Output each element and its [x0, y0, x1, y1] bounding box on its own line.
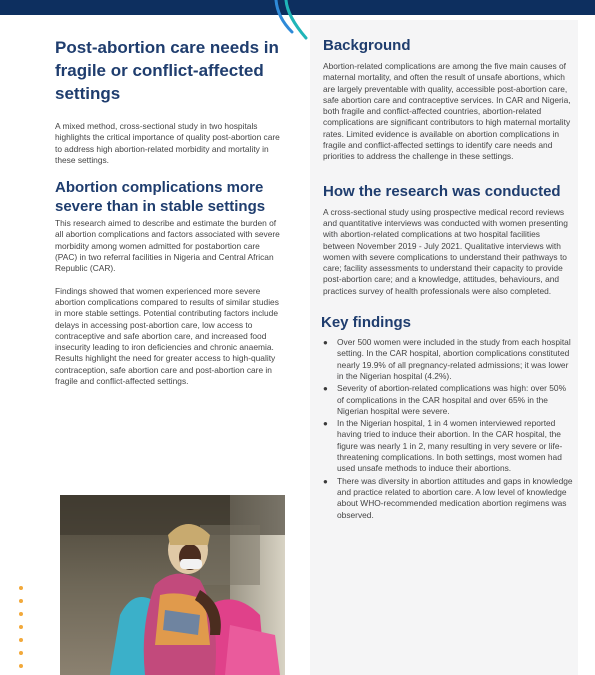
list-item: ● There was diversity in abortion attitudes and gaps in knowledge and practice related to abortion care. A low level of knowledge about WHO-recommended medication abortion regimens was observed. — [323, 475, 573, 520]
left-column — [55, 36, 280, 387]
severity-paragraph-1: This research aimed to describe and estimate the burden of all abortion complications and factors associated with severe morbidity among women admitted for postabortion care (PAC) in two referral facilities in Nigeria and Central African Republic (CAR). — [55, 218, 280, 274]
how-conducted-text: A cross-sectional study using prospective medical record reviews and quantitative interviews was conducted with women presenting with abortion-related complications at two hospital facilities between November 2019 - July 2021. Qualitative interviews with women with severe complications to understand their pathways to care; facility assessments to understand their capacity to provide post-abortion care; and a knowledge, attitudes, behaviours, and practices survey of health professionals were also completed. — [323, 206, 568, 296]
background-text: Abortion-related complications are among the five main causes of maternal mortality, and often the result of unsafe abortions, which are largely preventable with quality, accessible post-abortion care, safe abortion care and contraceptive services. In CAR and Nigeria, both fragile and conflict-affected countries, abortion-related complications are significant contributors to high maternal mortality rates. Limited evidence is available on abortion complications in fragile and conflict-affected settings to identify care needs and priorities to address the challenge in these settings. — [323, 61, 571, 162]
how-conducted-heading: How the research was conducted — [323, 182, 561, 200]
right-column — [323, 36, 573, 522]
intro-text: A mixed method, cross-sectional study in two hospitals highlights the critical importance of quality post-abortion care to address high abortion-related morbidity and mortality in these settings. — [55, 121, 280, 165]
background-heading: Background — [323, 37, 411, 54]
bullet-icon: ● — [323, 338, 328, 348]
bullet-icon: ● — [323, 384, 328, 394]
severity-heading: Abortion complications more severe than in stable settings — [55, 179, 266, 216]
photo-woman-in-hospital — [60, 495, 285, 675]
decorative-dots — [18, 585, 24, 675]
list-item: ● Over 500 women were included in the study from each hospital setting. In the CAR hospital, abortion complications constituted nearly 19.9% of all pregnancy-related admissions; it was lower in the Nigerian hospital (4.2%). — [323, 337, 571, 381]
key-findings-list — [323, 337, 573, 521]
severity-paragraph-2: Findings showed that women experienced more severe abortion complications compared to results of similar studies in more stable settings. Potential contributing factors include delays in accessing post-abortion care, low access to contraceptive and safe abortion care, and increased food insecurity leading to iron deficiencies and chronic anaemia. Results highlight the need for greater access to high-quality contraception, safe abortion care and post-abortion care in fragile and conflict-affected settings. — [55, 285, 279, 387]
list-item: ● Severity of abortion-related complications was high: over 50% of complications in the CAR hospital and over 65% in the Nigerian hospital were severe. — [323, 383, 567, 416]
page-title: Post-abortion care needs in fragile or conflict-affected settings — [55, 38, 279, 103]
bullet-icon: ● — [323, 419, 328, 429]
key-findings-heading: Key findings — [321, 314, 412, 332]
list-item: ● In the Nigerian hospital, 1 in 4 women interviewed reported having tried to induce their abortion. In the CAR hospital, the figure was nearly 1 in 2, many resulting in very severe or life-threatening complications. In both settings, most women had used unsafe methods to induce their abortions. — [323, 418, 563, 474]
bullet-icon: ● — [323, 476, 328, 486]
